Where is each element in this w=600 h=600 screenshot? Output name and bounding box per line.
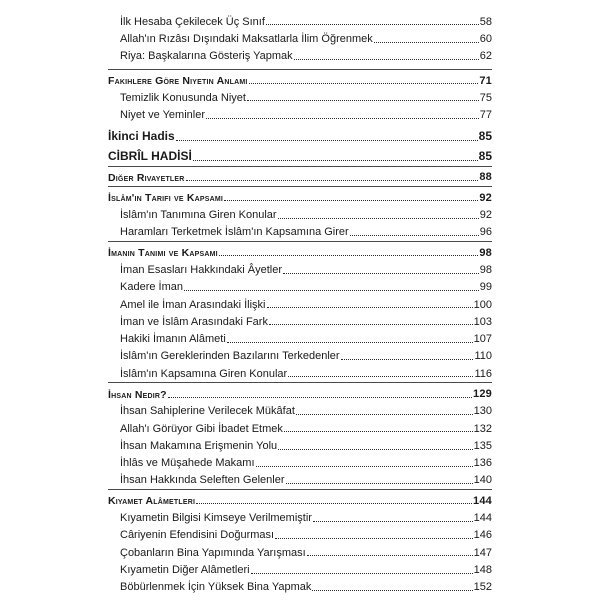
toc-entry-title: Câriyenin Efendisini Doğurması [120, 529, 275, 542]
toc-entry-page: 132 [473, 422, 492, 435]
toc-entry [108, 259, 492, 276]
toc-entry [108, 525, 492, 542]
toc-major-heading [108, 144, 492, 164]
toc-major-page: 85 [478, 128, 492, 143]
toc-section-page: 71 [479, 74, 492, 87]
dot-leader [249, 83, 479, 84]
dot-leader [186, 180, 479, 181]
toc-section-page: 88 [479, 171, 492, 184]
toc-entry-title: Riya: Başkalarına Gösteriş Yapmak [120, 50, 293, 63]
toc-section-title: Diğer Rivayetler [108, 172, 185, 185]
toc-entry-page: 62 [479, 50, 492, 63]
toc-entry-page: 110 [474, 350, 492, 363]
toc-entry [108, 46, 492, 63]
toc-entry-page: 103 [473, 315, 492, 328]
toc-section-title: İhsan Nedir? [108, 388, 167, 401]
toc-entry [108, 559, 492, 576]
toc-major-title: CİBRÎL HADİSİ [108, 148, 192, 163]
toc-section [108, 167, 492, 184]
dot-leader [193, 160, 478, 161]
toc-entry-title: Allah'ın Rızâsı Dışındaki Maksatlarla İlim Öğrenmek [120, 32, 373, 45]
dot-leader [313, 521, 473, 522]
toc-section [108, 490, 492, 507]
toc-entry-page: 152 [473, 581, 492, 594]
dot-leader [307, 555, 473, 556]
toc-entry-title: Allah'ı Görüyor Gibi İbadet Etmek [120, 422, 283, 435]
dot-leader [275, 538, 473, 539]
toc-section-page: 92 [479, 191, 492, 204]
toc-entry [108, 87, 492, 104]
toc-entry-title: İslâm'ın Tanımına Giren Konular [120, 209, 277, 222]
toc-section-title: İmanın Tanımı ve Kapsamı [108, 247, 218, 260]
toc-major-title: İkinci Hadis [108, 128, 175, 143]
dot-leader [267, 307, 473, 308]
toc-entry-title: Amel ile İman Arasındaki İlişki [120, 298, 266, 311]
dot-leader [286, 483, 473, 484]
toc-entry [108, 507, 492, 524]
toc-entry-page: 130 [473, 405, 492, 418]
toc-entry-page: 147 [473, 546, 492, 559]
toc-entry-title: İslâm'ın Gereklerinden Bazılarını Terkedenler [120, 350, 340, 363]
toc-entry-page: 75 [479, 91, 492, 104]
toc-entry-page: 92 [479, 209, 492, 222]
toc-entry-title: Haramları Terketmek İslâm'ın Kapsamına Girer [120, 226, 349, 239]
dot-leader [176, 140, 478, 141]
toc-entry-page: 136 [473, 457, 492, 470]
toc-entry [108, 401, 492, 418]
toc-section [108, 70, 492, 87]
toc-entry-title: Kıyametin Diğer Alâmetleri [120, 563, 250, 576]
toc-entry-title: Böbürlenmek İçin Yüksek Bina Yapmak [120, 581, 312, 594]
toc-entry [108, 418, 492, 435]
dot-leader [374, 42, 479, 43]
toc-entry [108, 204, 492, 221]
toc-entry-page: 135 [473, 439, 492, 452]
toc-section-page: 144 [473, 494, 492, 507]
toc-entry-title: Hakiki İmanın Alâmeti [120, 333, 226, 346]
toc-major-heading [108, 124, 492, 144]
toc-entry-title: İman ve İslâm Arasındaki Fark [120, 315, 268, 328]
dot-leader [251, 573, 473, 574]
toc-entry [108, 311, 492, 328]
dot-leader [278, 218, 479, 219]
toc-entry-page: 148 [473, 563, 492, 576]
toc-entry [108, 294, 492, 311]
toc-entry-title: İhsan Hakkında Seleften Gelenler [120, 474, 285, 487]
dot-leader [256, 466, 473, 467]
toc-entry [108, 277, 492, 294]
toc-entry-page: 96 [479, 226, 492, 239]
toc-entry [108, 346, 492, 363]
dot-leader [350, 235, 479, 236]
toc-entry-page: 99 [479, 281, 492, 294]
toc-entry [108, 470, 492, 487]
dot-leader [196, 503, 472, 504]
toc-entry [108, 363, 492, 380]
toc-entry [108, 577, 492, 594]
toc-entry-page: 116 [474, 367, 492, 380]
toc-entry-page: 140 [473, 474, 492, 487]
dot-leader [219, 255, 479, 256]
toc-entry [108, 28, 492, 45]
toc-entry-title: Kıyametin Bilgisi Kimseye Verilmemiştir [120, 512, 312, 525]
toc-entry-page: 146 [473, 529, 492, 542]
dot-leader [206, 118, 479, 119]
dot-leader [296, 414, 473, 415]
dot-leader [247, 100, 479, 101]
dot-leader [284, 431, 473, 432]
dot-leader [184, 290, 479, 291]
toc-section [108, 187, 492, 204]
toc-entry-page: 100 [473, 298, 492, 311]
toc-entry-title: İhlâs ve Müşahede Makamı [120, 457, 255, 470]
toc-entry-title: İlk Hesaba Çekilecek Üç Sınıf [120, 15, 265, 28]
toc-entry-title: İhsan Sahiplerine Verilecek Mükâfat [120, 405, 295, 418]
toc-entry-page: 144 [473, 512, 492, 525]
toc-entry-page: 77 [479, 109, 492, 122]
dot-leader [224, 200, 478, 201]
toc-section-page: 98 [479, 246, 492, 259]
toc-entry-title: Niyet ve Yeminler [120, 109, 205, 122]
toc-entry [108, 453, 492, 470]
toc-entry-page: 58 [479, 15, 492, 28]
toc-entry-title: Temizlik Konusunda Niyet [120, 91, 246, 104]
dot-leader [288, 376, 473, 377]
toc-entry [108, 328, 492, 345]
dot-leader [294, 59, 479, 60]
toc-entry-page: 107 [473, 333, 492, 346]
dot-leader [283, 273, 479, 274]
toc-entry-title: Çobanların Bina Yapımında Yarışması [120, 546, 306, 559]
toc-entry-page: 98 [479, 263, 492, 276]
toc-entry-page: 60 [479, 32, 492, 45]
dot-leader [266, 24, 479, 25]
toc-entry [108, 222, 492, 239]
toc-entry-title: Kadere İman [120, 281, 183, 294]
toc-entry-title: İhsan Makamına Erişmenin Yolu [120, 439, 278, 452]
dot-leader [278, 449, 472, 450]
toc-section-page: 129 [473, 388, 492, 400]
toc-entry [108, 435, 492, 452]
dot-leader [269, 324, 473, 325]
toc-entry-title: İslâm'ın Kapsamına Giren Konular [120, 367, 288, 380]
toc-major-page: 85 [478, 148, 492, 163]
dot-leader [168, 397, 472, 398]
dot-leader [312, 590, 472, 591]
table-of-contents [108, 11, 492, 594]
toc-section-title: İslâm'ın Tarifi ve Kapsamı [108, 192, 224, 205]
dot-leader [341, 359, 474, 360]
toc-entry [108, 104, 492, 121]
toc-section [108, 383, 492, 400]
toc-entry [108, 11, 492, 28]
toc-section-title: Fakihlere Göre Niyetin Anlamı [108, 75, 248, 88]
toc-entry [108, 542, 492, 559]
dot-leader [227, 342, 473, 343]
toc-section-title: Kıyamet Alâmetleri [108, 495, 196, 508]
toc-section [108, 242, 492, 259]
toc-entry-title: İman Esasları Hakkındaki Âyetler [120, 263, 283, 276]
